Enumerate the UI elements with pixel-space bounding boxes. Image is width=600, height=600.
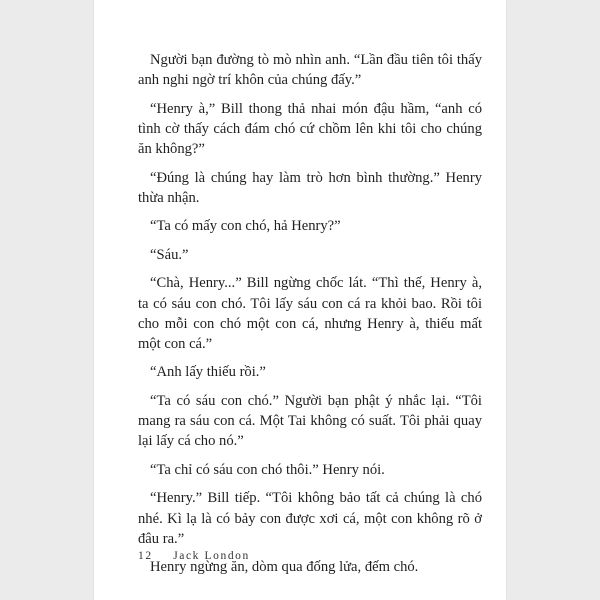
page-footer	[138, 550, 250, 562]
paragraph-2: “Henry à,” Bill thong thả nhai món đậu hầm, “anh có tình cờ thấy cách đám chó cứ chồm lên khi tôi cho chúng ăn không?”	[138, 100, 482, 158]
paragraph-3: “Đúng là chúng hay làm trò hơn bình thường.” Henry thừa nhận.	[138, 169, 482, 206]
paragraph-9: “Ta chỉ có sáu con chó thôi.” Henry nói.	[150, 461, 385, 478]
paragraph-4: “Ta có mấy con chó, hả Henry?”	[150, 218, 341, 235]
page-number: 12	[138, 550, 153, 562]
page-body-text	[138, 50, 482, 586]
paragraph-10: “Henry.” Bill tiếp. “Tôi không bảo tất cả chúng là chó nhé. Kì lạ là có bảy con được xơi cá, một con không rõ ở đâu ra.”	[138, 490, 482, 547]
paragraph-1: Người bạn đường tò mò nhìn anh. “Lần đầu tiên tôi thấy anh nghi ngờ trí khôn của chúng đấy.”	[138, 52, 482, 89]
paragraph-6: “Chà, Henry...” Bill ngừng chốc lát. “Thì thế, Henry à, ta có sáu con chó. Tôi lấy sáu con cá ra khỏi bao. Rồi tôi cho mỗi con chó một con cá, nhưng Henry à, thiếu mất một con cá.”	[138, 275, 482, 352]
paragraph-5: “Sáu.”	[150, 246, 189, 263]
paragraph-7: “Anh lấy thiếu rồi.”	[150, 364, 266, 381]
running-author: Jack London	[173, 550, 250, 562]
paragraph-11: Henry ngừng ăn, dòm qua đống lửa, đếm chó.	[150, 559, 419, 576]
book-page	[94, 0, 506, 600]
paragraph-8: “Ta có sáu con chó.” Người bạn phật ý nhắc lại. “Tôi mang ra sáu con cá. Một Tai không có suất. Tôi phải quay lại lấy cá cho nó.”	[138, 392, 482, 450]
